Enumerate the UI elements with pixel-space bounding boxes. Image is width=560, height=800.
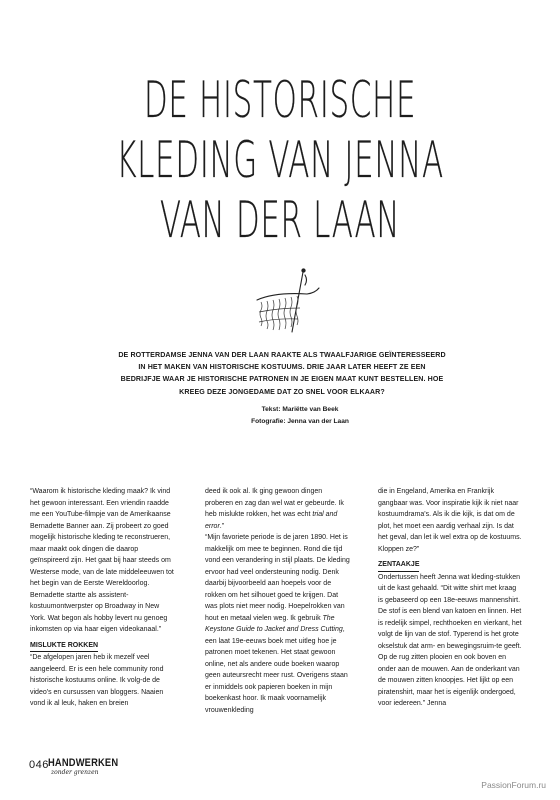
- subheading-zentaakje: ZENTAAKJE: [378, 559, 419, 572]
- intro-lead: [112, 349, 452, 398]
- title-line-1: DE HISTORISCHE: [143, 71, 417, 129]
- paragraph: [205, 486, 350, 532]
- magazine-tagline: zonder grenzen: [51, 769, 99, 776]
- paragraph: “De afgelopen jaren heb ik mezelf veel aangeleerd. Er is een hele community rond historische kostuums online. Ik volg-de de video's en cursussen van bloggers. Naaien vond ik al leuk, haken en breien: [30, 654, 164, 707]
- emphasis-trial-and-error: trial and error: [205, 511, 338, 530]
- emphasis-book-title: The Keystone Guide to Jacket and Dress Cutting: [205, 614, 343, 633]
- intro-line-4: KREEG DEZE JONGEDAME DAT ZO SNEL VOOR ELKAAR?: [179, 387, 385, 396]
- text-credit: Tekst: Mariëtte van Beek: [261, 406, 339, 413]
- intro-line-2: IN HET MAKEN VAN HISTORISCHE KOSTUUMS. DRIE JAAR LATER HEEFT ZE EEN: [138, 363, 426, 372]
- article-credits: [200, 404, 400, 428]
- paragraph: die in Engeland, Amerika en Frankrijk gangbaar was. Voor inspiratie kijk ik niet naar kostuumdrama's. Als ik die kijk, is dat om de plot, het moet een aardig verhaal zijn. Is dat het geval, dan let ik wel extra op de kostuums. Kloppen ze?”: [378, 488, 522, 553]
- paragraph: “Waarom ik historische kleding maak? Ik vind het gewoon interessant. Een vriendin raadde me een YouTube-filmpje van de Amerikaanse Bernadette Banner aan. Zij probeert zo goed mogelijk historische kleding te reconstrueren, maar maakt ook dingen die daarop geïnspireerd zijn. Het gaat bij haar steeds om Westerse mode, van de late middeleeuwen tot het begin van de Eerste Wereldoorlog. Bernadette startte als assistent-kostuumontwerpster op Broadway in New York. Wat begon als hobby levert nu genoeg inkomsten op via haar eigen videokanaal.”: [30, 488, 174, 633]
- text-run: , een laat 19e-eeuws boek met uitleg hoe je patronen moet tekenen. Het staat gewoon online, net als andere oude boeken waarop geen auteursrecht meer rust. Overigens staan er inmiddels ook papieren boeken in mijn boekenkast hoor. Ik maak voornamelijk vrouwenkleding: [205, 626, 348, 714]
- subheading-mislukte-rokken: MISLUKTE ROKKEN: [30, 640, 98, 653]
- body-column-1: [30, 486, 175, 710]
- paragraph: [205, 532, 350, 716]
- intro-line-1: DE ROTTERDAMSE JENNA VAN DER LAAN RAAKTE ALS TWAALFJARIGE GEÏNTERESSEERD: [118, 351, 446, 359]
- body-column-3: [378, 486, 523, 710]
- text-run: “Mijn favoriete periode is de jaren 1890. Het is makkelijk om mee te beginnen. Rond die tijd vond een verandering in stijl plaats. De kleding ervoor had veel ondersteuning nodig. Denk daarbij bijvoorbeeld aan hoepels voor de rokken om het silhouet goed te krijgen. Dat was plots niet meer nodig. Hoepelrokken van hout en metaal vielen weg. Ik gebruik: [205, 534, 350, 622]
- page-number: 046: [29, 759, 49, 771]
- text-run: deed ik ook al. Ik ging gewoon dingen proberen en zag dan wel wat er gebeurde. Ik heb mislukte rokken, het was echt: [205, 488, 344, 518]
- title-line-2: KLEDING VAN JENNA: [116, 131, 444, 189]
- paragraph: Ondertussen heeft Jenna wat kleding-stukken uit de kast gehaald. “Dit witte shirt met kraag is gebaseerd op een 18e-eeuws mannenshirt. De stof is een blend van katoen en linnen. Het is redelijk simpel, rechthoeken en vierkant, het volgt de lijn van de stof. Typerend is het grote okselstuk dat arm- en bewegingsruim-te geeft. Op de rug zitten plooien en ook boven en onder aan de mouwen. Aan de onderkant van de mouwen zitten knoopjes. Het lijkt op een piratenshirt, maar het is eigenlijk ondergoed, voor iedereen.” Jenna: [378, 573, 522, 707]
- photo-credit: Fotografie: Jenna van der Laan: [251, 418, 349, 425]
- body-column-2: [205, 486, 350, 716]
- intro-line-3: BEDRIJFJE WAAR JE HISTORISCHE PATRONEN IN JE EIGEN MAAT KUNT BESTELLEN. HOE: [120, 375, 444, 384]
- magazine-logo: HANDWERKEN: [48, 757, 119, 769]
- text-run: .”: [219, 522, 225, 530]
- article-title: [106, 70, 453, 250]
- watermark: PassionForum.ru: [481, 780, 546, 790]
- title-line-3: VAN DER LAAN: [159, 191, 401, 249]
- knitting-needles-icon: [245, 266, 325, 336]
